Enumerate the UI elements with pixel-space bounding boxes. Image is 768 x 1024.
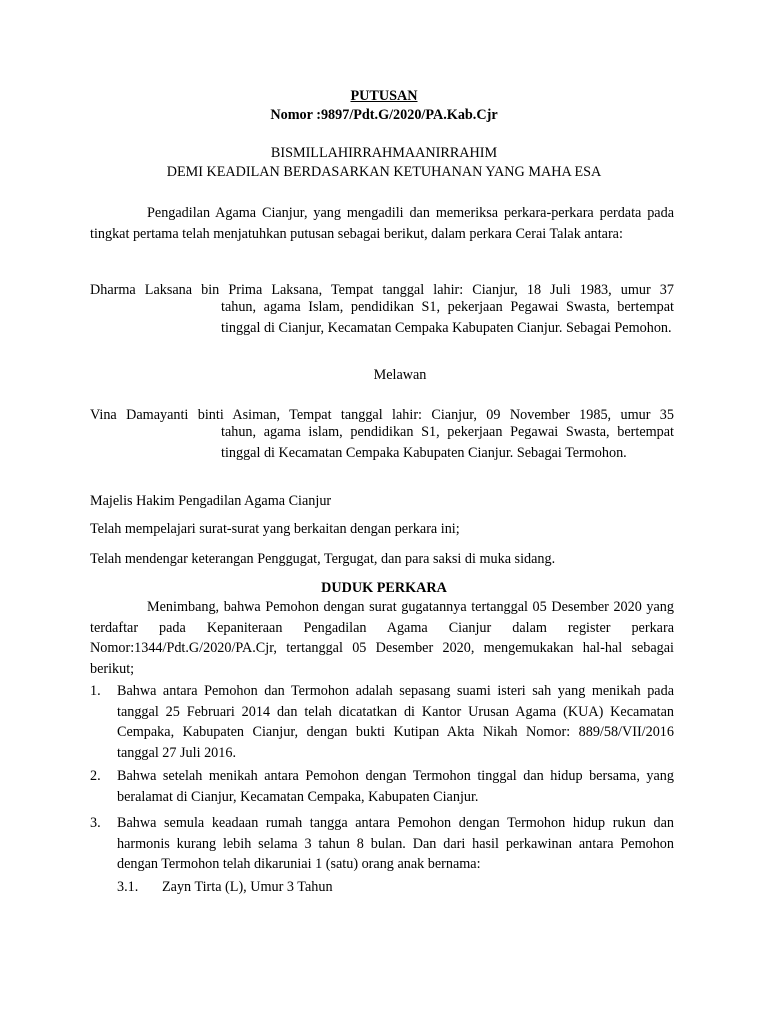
duduk-perkara-heading: DUDUK PERKARA [321,580,447,596]
bismillah-heading: BISMILLAHIRRAHMAANIRRAHIM [270,145,498,161]
list-item-number: 2. [90,768,101,784]
majelis-statement: Majelis Hakim Pengadilan Agama Cianjur [90,493,332,509]
subitem-number: 3.1. [117,879,139,895]
menimbang-paragraph: Menimbang, bahwa Pemohon dengan surat gugatannya tertanggal 05 Desember 2020 yang terdaftar pada Kepaniteraan Pengadilan Agama Cianjur dalam register perkara Nomor:1344/Pdt.G/2020/PA.Cjr, tertanggal 05 Desember 2020, mengemukakan hal-hal sebagai berikut; [90,599,674,677]
termohon-first-line: Vina Damayanti binti Asiman, Tempat tanggal lahir: Cianjur, 09 November 1985, umur 35 [90,407,674,423]
pemohon-details: tahun, agama Islam, pendidikan S1, pekerjaan Pegawai Swasta, bertempat tinggal di Cianjur, Kecamatan Cempaka Kabupaten Cianjur. Sebagai Pemohon. [221,299,674,336]
case-number: Nomor :9897/Pdt.G/2020/PA.Kab.Cjr [270,107,498,123]
list-item-number: 3. [90,815,101,831]
demi-keadilan-heading: DEMI KEADILAN BERDASARKAN KETUHANAN YANG MAHA ESA [166,164,602,180]
mendengar-statement: Telah mendengar keterangan Penggugat, Tergugat, dan para saksi di muka sidang. [90,551,556,567]
termohon-details: tahun, agama islam, pendidikan S1, pekerjaan Pegawai Swasta, bertempat tinggal di Kecamatan Cempaka Kabupaten Cianjur. Sebagai Termohon. [221,424,674,461]
document-title: PUTUSAN [350,88,418,104]
mempelajari-statement: Telah mempelajari surat-surat yang berkaitan dengan perkara ini; [90,521,460,537]
melawan-label: Melawan [373,367,427,383]
list-item: Bahwa antara Pemohon dan Termohon adalah sepasang suami isteri sah yang menikah pada tanggal 25 Februari 2014 dan telah dicatatkan di Kantor Urusan Agama (KUA) Kecamatan Cempaka, Kabupaten Cianjur, dengan bukti Kutipan Akta Nikah Nomor: 889/58/VII/2016 tanggal 27 Juli 2016. [117,683,674,761]
subitem-text: Zayn Tirta (L), Umur 3 Tahun [162,879,333,895]
list-item: Bahwa setelah menikah antara Pemohon dengan Termohon tinggal dan hidup bersama, yang beralamat di Cianjur, Kecamatan Cempaka, Kabupaten Cianjur. [117,768,674,805]
list-item: Bahwa semula keadaan rumah tangga antara Pemohon dengan Termohon hidup rukun dan harmonis kurang lebih selama 3 tahun 8 bulan. Dan dari hasil perkawinan antara Pemohon dengan Termohon telah dikaruniai 1 (satu) orang anak bernama: [117,815,674,872]
intro-paragraph: Pengadilan Agama Cianjur, yang mengadili dan memeriksa perkara-perkara perdata pada tingkat pertama telah menjatuhkan putusan sebagai berikut, dalam perkara Cerai Talak antara: [90,205,674,242]
pemohon-first-line: Dharma Laksana bin Prima Laksana, Tempat tanggal lahir: Cianjur, 18 Juli 1983, umur 37 [90,282,674,298]
list-item-number: 1. [90,683,101,699]
